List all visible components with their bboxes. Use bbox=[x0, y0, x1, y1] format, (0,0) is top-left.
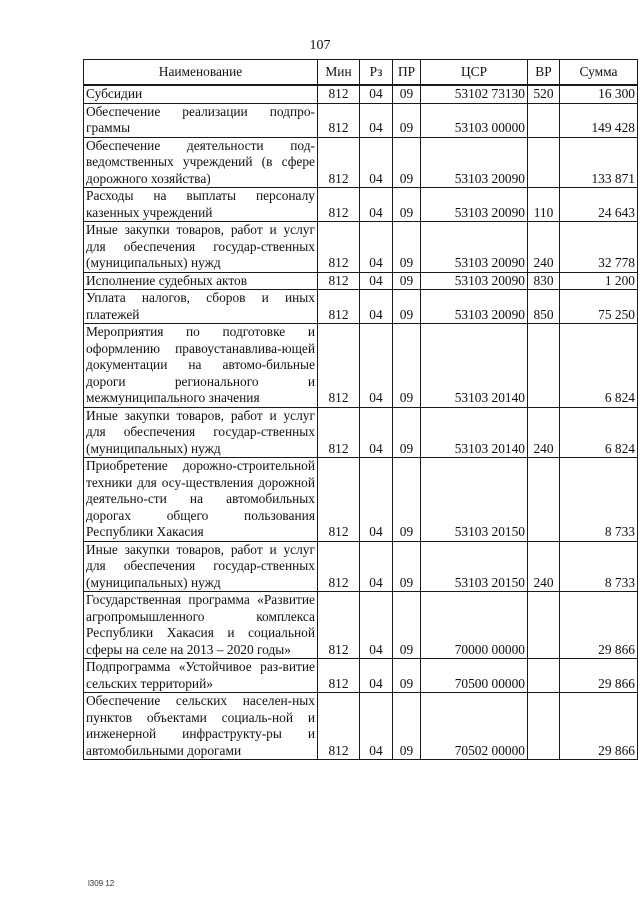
row-name: Расходы на выплаты персоналу казенных учреждений bbox=[84, 188, 318, 222]
row-min: 812 bbox=[318, 659, 360, 693]
row-rz: 04 bbox=[360, 407, 393, 458]
row-pr: 09 bbox=[393, 407, 421, 458]
row-csr: 53103 20090 bbox=[421, 188, 528, 222]
row-min: 812 bbox=[318, 272, 360, 290]
table-row bbox=[84, 592, 638, 659]
row-sum: 6 824 bbox=[560, 324, 638, 408]
row-rz: 04 bbox=[360, 137, 393, 188]
row-vr: 850 bbox=[528, 290, 560, 324]
row-rz: 04 bbox=[360, 85, 393, 103]
row-min: 812 bbox=[318, 103, 360, 137]
row-pr: 09 bbox=[393, 103, 421, 137]
footer-code: l309 12 bbox=[88, 879, 115, 888]
row-pr: 09 bbox=[393, 324, 421, 408]
row-min: 812 bbox=[318, 693, 360, 760]
row-min: 812 bbox=[318, 592, 360, 659]
row-sum: 29 866 bbox=[560, 592, 638, 659]
row-vr bbox=[528, 458, 560, 542]
header-rz: Рз bbox=[360, 60, 393, 86]
row-rz: 04 bbox=[360, 659, 393, 693]
table-row bbox=[84, 458, 638, 542]
table-row bbox=[84, 290, 638, 324]
table-row bbox=[84, 222, 638, 273]
row-pr: 09 bbox=[393, 592, 421, 659]
row-name: Мероприятия по подготовке и оформлению правоустанавлива-ющей документации на автомо-бильные дороги регионального и межмуниципального значения bbox=[84, 324, 318, 408]
row-pr: 09 bbox=[393, 137, 421, 188]
row-csr: 53103 20140 bbox=[421, 324, 528, 408]
row-sum: 24 643 bbox=[560, 188, 638, 222]
row-csr: 70502 00000 bbox=[421, 693, 528, 760]
row-sum: 16 300 bbox=[560, 85, 638, 103]
row-name: Обеспечение реализации подпро-граммы bbox=[84, 103, 318, 137]
row-csr: 53103 20150 bbox=[421, 541, 528, 592]
row-rz: 04 bbox=[360, 324, 393, 408]
row-csr: 53102 73130 bbox=[421, 85, 528, 103]
table-row bbox=[84, 541, 638, 592]
row-sum: 149 428 bbox=[560, 103, 638, 137]
row-name: Обеспечение деятельности под-ведомственных учреждений (в сфере дорожного хозяйства) bbox=[84, 137, 318, 188]
row-rz: 04 bbox=[360, 592, 393, 659]
row-name: Иные закупки товаров, работ и услуг для обеспечения государ-ственных (муниципальных) нужд bbox=[84, 407, 318, 458]
header-csr: ЦСР bbox=[421, 60, 528, 86]
row-sum: 133 871 bbox=[560, 137, 638, 188]
row-sum: 29 866 bbox=[560, 659, 638, 693]
row-min: 812 bbox=[318, 458, 360, 542]
row-pr: 09 bbox=[393, 693, 421, 760]
row-vr: 520 bbox=[528, 85, 560, 103]
row-csr: 53103 20090 bbox=[421, 272, 528, 290]
row-rz: 04 bbox=[360, 541, 393, 592]
row-pr: 09 bbox=[393, 188, 421, 222]
budget-table bbox=[83, 59, 638, 760]
row-rz: 04 bbox=[360, 103, 393, 137]
row-rz: 04 bbox=[360, 272, 393, 290]
row-name: Исполнение судебных актов bbox=[84, 272, 318, 290]
row-sum: 32 778 bbox=[560, 222, 638, 273]
row-rz: 04 bbox=[360, 290, 393, 324]
row-name: Приобретение дорожно-строительной техники для осу-ществления дорожной деятельно-сти на автомобильных дорогах общего пользования Республики Хакасия bbox=[84, 458, 318, 542]
table-row bbox=[84, 103, 638, 137]
header-name: Наименование bbox=[84, 60, 318, 86]
row-rz: 04 bbox=[360, 222, 393, 273]
row-name: Государственная программа «Развитие агропромышленного комплекса Республики Хакасия и социальной сферы на селе на 2013 – 2020 годы» bbox=[84, 592, 318, 659]
table-row bbox=[84, 407, 638, 458]
header-vr: ВР bbox=[528, 60, 560, 86]
header-min: Мин bbox=[318, 60, 360, 86]
table-header-row bbox=[84, 60, 638, 86]
table-row bbox=[84, 659, 638, 693]
row-name: Иные закупки товаров, работ и услуг для обеспечения государ-ственных (муниципальных) нужд bbox=[84, 222, 318, 273]
row-vr bbox=[528, 103, 560, 137]
row-csr: 70000 00000 bbox=[421, 592, 528, 659]
row-sum: 8 733 bbox=[560, 458, 638, 542]
row-min: 812 bbox=[318, 188, 360, 222]
row-csr: 53103 00000 bbox=[421, 103, 528, 137]
row-csr: 53103 20090 bbox=[421, 222, 528, 273]
row-min: 812 bbox=[318, 85, 360, 103]
row-vr bbox=[528, 592, 560, 659]
row-pr: 09 bbox=[393, 541, 421, 592]
row-vr bbox=[528, 137, 560, 188]
row-rz: 04 bbox=[360, 188, 393, 222]
row-csr: 53103 20090 bbox=[421, 137, 528, 188]
header-pr: ПР bbox=[393, 60, 421, 86]
row-sum: 29 866 bbox=[560, 693, 638, 760]
row-vr: 240 bbox=[528, 407, 560, 458]
row-min: 812 bbox=[318, 324, 360, 408]
row-vr: 240 bbox=[528, 541, 560, 592]
row-min: 812 bbox=[318, 407, 360, 458]
row-min: 812 bbox=[318, 137, 360, 188]
row-min: 812 bbox=[318, 222, 360, 273]
row-sum: 6 824 bbox=[560, 407, 638, 458]
table-row bbox=[84, 272, 638, 290]
row-name: Субсидии bbox=[84, 85, 318, 103]
row-csr: 53103 20150 bbox=[421, 458, 528, 542]
row-name: Обеспечение сельских населен-ных пунктов объектами социаль-ной и инженерной инфраструкту-ры и автомобильными дорогами bbox=[84, 693, 318, 760]
table-row bbox=[84, 188, 638, 222]
table-row bbox=[84, 324, 638, 408]
row-name: Иные закупки товаров, работ и услуг для обеспечения государ-ственных (муниципальных) нужд bbox=[84, 541, 318, 592]
row-pr: 09 bbox=[393, 290, 421, 324]
table-row bbox=[84, 85, 638, 103]
row-vr bbox=[528, 659, 560, 693]
row-min: 812 bbox=[318, 290, 360, 324]
table-row bbox=[84, 693, 638, 760]
row-pr: 09 bbox=[393, 458, 421, 542]
row-vr bbox=[528, 324, 560, 408]
row-name: Уплата налогов, сборов и иных платежей bbox=[84, 290, 318, 324]
row-name: Подпрограмма «Устойчивое раз-витие сельских территорий» bbox=[84, 659, 318, 693]
header-sum: Сумма bbox=[560, 60, 638, 86]
row-vr: 110 bbox=[528, 188, 560, 222]
row-csr: 53103 20090 bbox=[421, 290, 528, 324]
row-sum: 8 733 bbox=[560, 541, 638, 592]
row-vr: 830 bbox=[528, 272, 560, 290]
row-sum: 75 250 bbox=[560, 290, 638, 324]
row-pr: 09 bbox=[393, 659, 421, 693]
row-pr: 09 bbox=[393, 85, 421, 103]
row-rz: 04 bbox=[360, 458, 393, 542]
row-pr: 09 bbox=[393, 272, 421, 290]
row-vr: 240 bbox=[528, 222, 560, 273]
row-rz: 04 bbox=[360, 693, 393, 760]
row-csr: 70500 00000 bbox=[421, 659, 528, 693]
row-pr: 09 bbox=[393, 222, 421, 273]
row-csr: 53103 20140 bbox=[421, 407, 528, 458]
page-number: 107 bbox=[309, 38, 331, 53]
table-row bbox=[84, 137, 638, 188]
row-min: 812 bbox=[318, 541, 360, 592]
row-sum: 1 200 bbox=[560, 272, 638, 290]
row-vr bbox=[528, 693, 560, 760]
